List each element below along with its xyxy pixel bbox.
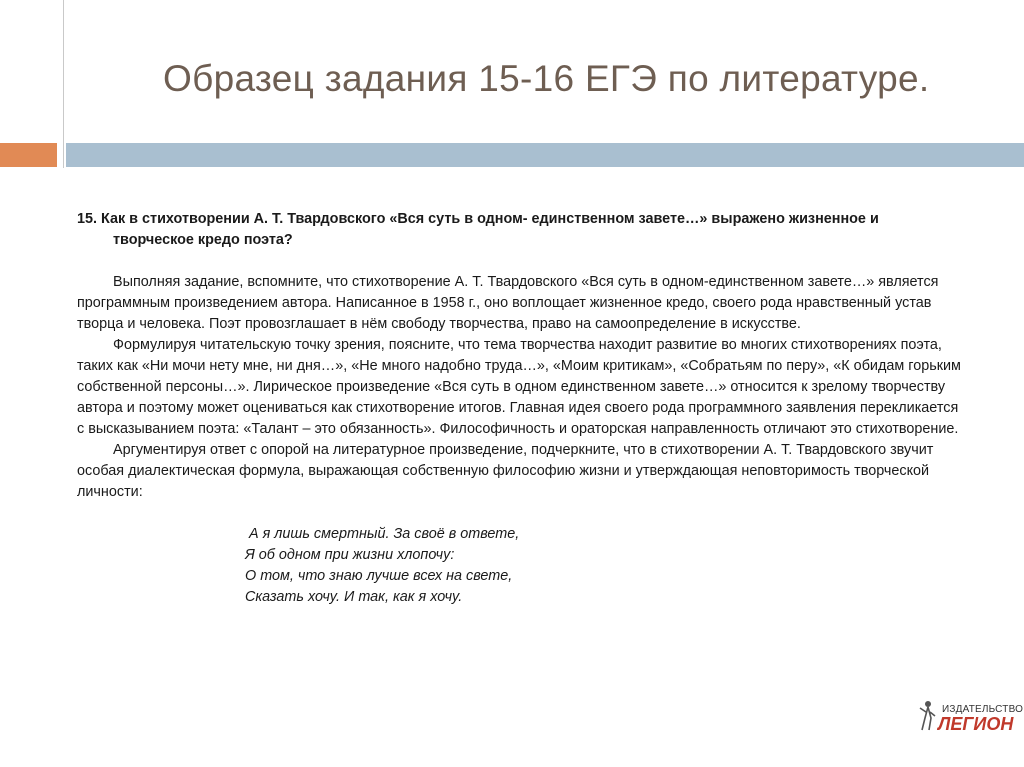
- poem-line-2: Я об одном при жизни хлопочу:: [245, 547, 455, 563]
- question-line-2: творческое кредо поэта?: [113, 232, 293, 248]
- paragraph-2: Формулируя читательскую точку зрения, поясните, что тема творчества находит развитие во многих стихотворениях поэта, таких как «Ни мочи нету мне, ни дня…», «Не много надобно труда…», «Моим критикам», «Собратьям по перу», «К обидам горьким собственной персоны…». Лирическое произведение «Вся суть в одном единственном завете…» относится к зрелому творчеству автора и поэтому может оцениваться как стихотворение итогов. Главная идея своего рода программного заявления перекликается с высказыванием поэта: «Талант – это обязанность». Философичность и ораторская направленность отличают это стихотворение.: [77, 337, 961, 437]
- poem-quote: [245, 524, 969, 608]
- logo-publisher-label: ИЗДАТЕЛЬСТВО: [942, 704, 1024, 715]
- poem-line-3: О том, что знаю лучше всех на свете,: [245, 568, 513, 584]
- legion-figure-icon: [918, 698, 938, 738]
- question-number: 15: [77, 211, 94, 227]
- publisher-logo: [918, 696, 1024, 740]
- title-divider-line: [63, 0, 64, 168]
- logo-brand-name: ЛЕГИОН: [938, 714, 1014, 734]
- poem-line-4: Сказать хочу. И так, как я хочу.: [245, 589, 463, 605]
- slide-content: [77, 209, 969, 608]
- accent-bar-blue: [66, 143, 1024, 167]
- poem-line-1: А я лишь смертный. За своё в ответе,: [249, 526, 520, 542]
- paragraph-3: Аргументируя ответ с опорой на литературное произведение, подчеркните, что в стихотворении А. Т. Твардовского звучит особая диалектическая формула, выражающая собственную философию жизни и утверждающая неповторимость творческой личности:: [77, 442, 934, 500]
- question-line-1: [77, 209, 969, 230]
- question: [77, 209, 969, 251]
- question-text-1: . Как в стихотворении А. Т. Твардовского «Вся суть в одном- единственном завете…» выражено жизненное и: [93, 211, 879, 227]
- paragraph-1: Выполняя задание, вспомните, что стихотворение А. Т. Твардовского «Вся суть в одном-единственном завете…» является программным произведением автора. Написанное в 1958 г., оно воплощает жизненное кредо, своего рода нравственный устав творца и человека. Поэт провозглашает в нём свободу творчества, право на самоопределение в искусстве.: [77, 274, 939, 332]
- spacer: [77, 251, 969, 272]
- slide-title: Образец задания 15-16 ЕГЭ по литературе.: [163, 58, 930, 99]
- accent-bar-orange: [0, 143, 57, 167]
